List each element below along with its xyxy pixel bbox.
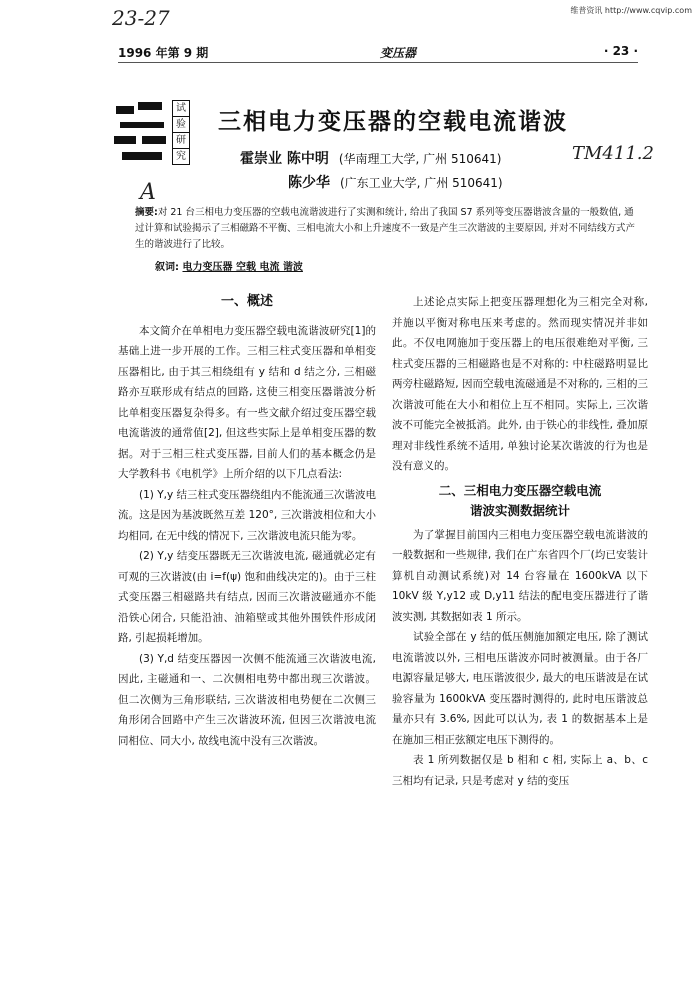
paragraph: 上述论点实际上把变压器理想化为三相完全对称, 并施以平衡对称电压来考虑的。然而现实情况并非如此。不仅电网施加于变压器上的电压很难绝对平衡, 三柱式变压器的三相磁路也是不对称的: 中柱磁路明显比两旁柱磁路短, 因而空载电流磁通是不对称的, 三相的三次谐波可能在大小和相位上互不相同。实际上, 三次谐波不可能完全被抵消。此外, 由于铁心的非线性, 叠加原理对非线性系统不适用, 单独讨论某次谐波的行为也是没有意义的。 <box>392 296 648 472</box>
handwritten-mark: 23-27 <box>112 6 170 30</box>
article-title: 三相电力变压器的空载电流谐波 <box>218 109 568 135</box>
issue-label: 1996 年第 9 期 <box>118 46 209 60</box>
paragraph: (3) Y,d 结变压器因一次侧不能流通三次谐波电流, 因此, 主磁通和一、二次侧相电势中都出现三次谐波。但二次侧为三角形联结, 三次谐波相电势便在二次侧三角形闭合回路中产生三次谐波环流, 但因三次谐波电流同相位、同大小, 故线电流中没有三次谐波。 <box>118 652 376 747</box>
logo-char: 验 <box>172 116 190 133</box>
section-heading-2 <box>392 481 648 521</box>
author-affiliation: (广东工业大学, 广州 510641) <box>340 176 503 190</box>
paragraph: 为了掌握目前国内三相电力变压器空载电流谐波的一般数据和一些规律, 我们在广东省四个厂(均已安装计算机自动测试系统)对 14 台容量在 1600kVA 以下 10kV 级 Y,y12 或 D,y11 结法的配电变压器进行了谐波实测, 其数据如表 1 所示。 <box>392 528 648 623</box>
author-line-2 <box>288 172 503 192</box>
heading-line: 二、三相电力变压器空载电流 <box>438 482 602 498</box>
paragraph: (2) Y,y 结变压器既无三次谐波电流, 磁通就必定有可观的三次谐波(由 i=f(ψ) 饱和曲线决定的)。由于三柱式变压器三相磁路共有结点, 因而三次谐波磁通亦不能沿铁心闭合, 只能沿油、油箱壁或其他外围铁件形成闭路, 引起损耗增加。 <box>118 550 376 644</box>
abstract-label: 摘要: <box>135 207 158 218</box>
keywords <box>155 258 303 273</box>
logo-char: 究 <box>172 148 190 165</box>
paragraph: 本文简介在单相电力变压器空载电流谐波研究[1]的基础上进一步开展的工作。三相三柱式变压器和单相变压器相比, 由于其三相绕组有 y 结和 d 结之分, 三相磁路亦互联形成有结点的回路, 这使三相变压器谐波分析比单相变压器复杂得多。有一些文献介绍过变压器空载电流谐波的通常值[2], 但这些实际上是单相变压器的数据。对于三相三柱式变压器, 目前人们的基本概念仍是大学教科书《电机学》上所介绍的以下几点看法: <box>118 324 376 480</box>
handwritten-letter: A <box>140 180 156 205</box>
author-affiliation: (华南理工大学, 广州 510641) <box>338 152 502 166</box>
author-names: 霍崇业 陈中明 <box>240 151 329 167</box>
site-watermark: 维普资讯 http://www.cqvip.com <box>570 6 692 15</box>
logo-char: 研 <box>172 132 190 149</box>
logo-char: 试 <box>172 100 190 117</box>
keywords-label: 叙词: <box>155 262 179 273</box>
paragraph: (1) Y,y 结三柱式变压器绕组内不能流通三次谐波电流。这是因为基波既然互差 120°, 三次谐波相位和大小均相同, 在无中线的情况下, 三次谐波电流只能为零。 <box>118 488 377 542</box>
right-column <box>392 292 648 791</box>
section-heading-1: 一、概述 <box>220 294 273 309</box>
logo-graphic <box>112 100 172 166</box>
keywords-text: 电力变压器 空载 电流 谐波 <box>182 262 303 273</box>
handwritten-class-code: TM411.2 <box>572 143 654 164</box>
journal-name: 变压器 <box>380 46 417 60</box>
heading-line: 谐波实测数据统计 <box>469 502 570 518</box>
author-line-1 <box>240 148 502 168</box>
left-column <box>118 292 376 751</box>
abstract <box>135 205 640 253</box>
page-number: · 23 · <box>603 44 638 58</box>
paragraph: 表 1 所列数据仅是 b 相和 c 相, 实际上 a、b、c 三相均有记录, 只是考虑对 y 结的变压 <box>392 754 648 787</box>
header-rule <box>118 62 638 63</box>
paragraph: 试验全部在 y 结的低压侧施加额定电压, 除了测试电流谐波以外, 三相电压谐波亦同时被测量。由于各厂电源容量足够大, 电压谐波很少, 最大的电压谐波是在试验容量为 1600kVA 变压器时测得的, 此时电压谐波总量亦只有 3.6%, 因此可以认为, 表 1 的数据基本上是在施加三相正弦额定电压下测得的。 <box>392 631 648 746</box>
abstract-text: 对 21 台三相电力变压器的空载电流谐波进行了实测和统计, 给出了我国 S7 系列等变压器谐波含量的一般数值, 通过计算和试验揭示了三相磁路不平衡、三相电流大小和上升速度不一致是产生三次谐波的主要原因, 并对不同结线方式产生的谐波进行了比较。 <box>135 207 636 250</box>
section-logo <box>112 100 208 166</box>
author-names: 陈少华 <box>288 175 330 191</box>
